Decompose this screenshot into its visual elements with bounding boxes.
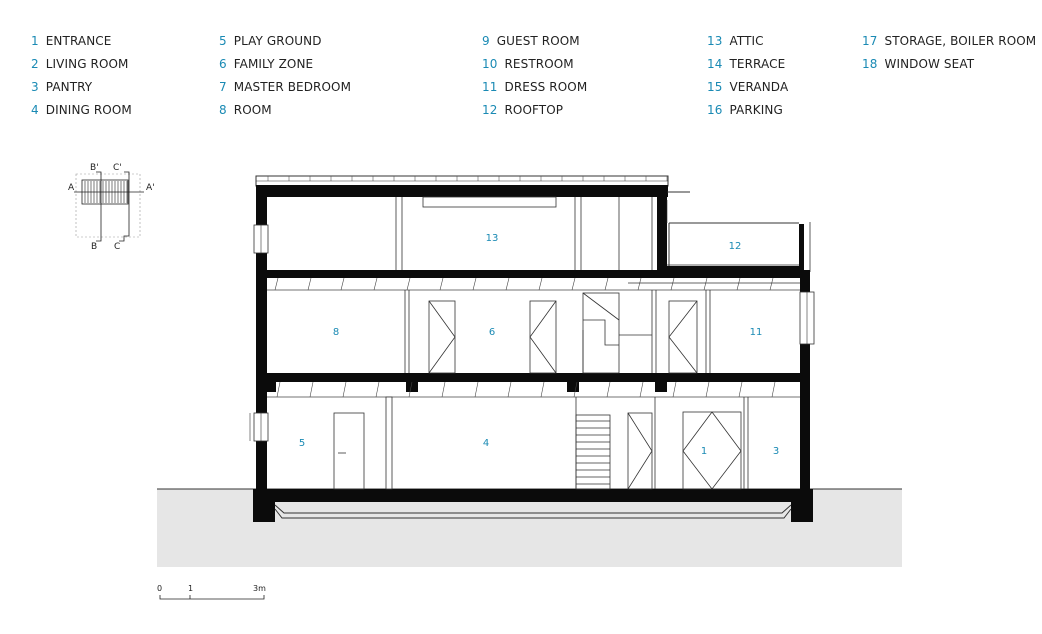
legend-label: MASTER BEDROOM [233, 80, 352, 94]
hatch-stroke [770, 278, 773, 290]
hatch-stroke [541, 382, 544, 397]
legend-number: 10 [482, 57, 498, 71]
hatch-stroke [671, 278, 674, 290]
hatch-stroke [572, 278, 575, 290]
label-attic: 13 [485, 233, 499, 244]
hatch-stroke [442, 382, 445, 397]
hatch-stroke [737, 278, 740, 290]
hatch-stroke [343, 382, 346, 397]
legend-label: VERANDA [729, 80, 789, 94]
key-a: A [68, 183, 75, 193]
legend-number: 16 [707, 103, 723, 117]
hatch-stroke [772, 382, 775, 397]
hatch-stroke [308, 278, 311, 290]
attic-floor-slab [264, 270, 810, 278]
label-room: 8 [332, 327, 340, 338]
key-plan [68, 163, 155, 252]
hatch-stroke [475, 382, 478, 397]
legend-number: 18 [862, 57, 878, 71]
hatch-stroke [506, 278, 509, 290]
label-family-zone: 6 [488, 327, 496, 338]
key-c-top: C' [113, 163, 122, 173]
hatch-stroke [341, 278, 344, 290]
hatch-stroke [739, 382, 742, 397]
legend-label: RESTROOM [504, 57, 574, 71]
scale-0: 0 [157, 584, 163, 593]
legend-number: 12 [482, 103, 498, 117]
legend-number: 15 [707, 80, 723, 94]
hatch-stroke [508, 382, 511, 397]
legend-number: 3 [31, 80, 39, 94]
attic-interior [396, 197, 652, 270]
legend-label: STORAGE, BOILER ROOM [884, 34, 1037, 48]
hatch-stroke [310, 382, 313, 397]
hatch-stroke [638, 278, 641, 290]
legend-number: 8 [219, 103, 227, 117]
hatch-stroke [275, 278, 278, 290]
rooftop-terrace [663, 192, 810, 273]
legend-number: 5 [219, 34, 227, 48]
ceiling-fins-lower [277, 382, 775, 397]
hatch-stroke [277, 382, 280, 397]
legend-label: LIVING ROOM [45, 57, 129, 71]
hatch-stroke [539, 278, 542, 290]
hatch-stroke [706, 382, 709, 397]
legend-label: ROOFTOP [504, 103, 564, 117]
ceiling-fins-upper [275, 278, 773, 290]
key-c-bottom: C [114, 242, 121, 252]
hatch-stroke [473, 278, 476, 290]
label-pantry: 3 [772, 446, 780, 457]
hatch-stroke [407, 278, 410, 290]
hatch-stroke [440, 278, 443, 290]
label-entrance: 1 [700, 446, 708, 457]
scale-bar [157, 584, 266, 599]
key-a-prime: A' [146, 183, 155, 193]
label-dining-room: 4 [482, 438, 490, 449]
legend-number: 11 [482, 80, 498, 94]
ground-floor-interior [334, 397, 748, 489]
label-rooftop: 12 [728, 241, 742, 252]
right-wall-attic [657, 190, 667, 272]
legend-number: 14 [707, 57, 723, 71]
second-floor-interior [405, 283, 800, 373]
legend-label: DRESS ROOM [504, 80, 588, 94]
hatch-stroke [640, 382, 643, 397]
legend-number: 6 [219, 57, 227, 71]
legend-number: 2 [31, 57, 39, 71]
scale-3m: 3m [253, 584, 266, 593]
legend-number: 17 [862, 34, 878, 48]
hatch-stroke [673, 382, 676, 397]
hatch-stroke [605, 278, 608, 290]
left-window-upper [254, 225, 268, 253]
legend-number: 4 [31, 103, 39, 117]
legend-label: PLAY GROUND [233, 34, 322, 48]
legend-label: TERRACE [729, 57, 786, 71]
legend-label: PARKING [729, 103, 783, 117]
legend-number: 1 [31, 34, 39, 48]
hatch-stroke [607, 382, 610, 397]
legend-number: 13 [707, 34, 723, 48]
legend-label: FAMILY ZONE [233, 57, 314, 71]
hatch-stroke [374, 278, 377, 290]
legend-label: ROOM [233, 103, 272, 117]
legend-number: 9 [482, 34, 490, 48]
hatch-stroke [704, 278, 707, 290]
legend-number: 7 [219, 80, 227, 94]
legend-label: ENTRANCE [45, 34, 112, 48]
label-play-ground: 5 [298, 438, 306, 449]
legend-label: PANTRY [45, 80, 93, 94]
legend-label: DINING ROOM [45, 103, 132, 117]
scale-1: 1 [188, 584, 194, 593]
legend-label: GUEST ROOM [496, 34, 580, 48]
second-floor-slab [264, 373, 810, 382]
legend-label: ATTIC [729, 34, 764, 48]
key-b-bottom: B [91, 242, 98, 252]
label-dress-room: 11 [749, 327, 763, 338]
left-window-lower [250, 413, 268, 441]
key-b-top: B' [90, 163, 99, 173]
right-window [800, 292, 814, 344]
hatch-stroke [376, 382, 379, 397]
legend-label: WINDOW SEAT [884, 57, 975, 71]
roof-cap [256, 176, 690, 197]
